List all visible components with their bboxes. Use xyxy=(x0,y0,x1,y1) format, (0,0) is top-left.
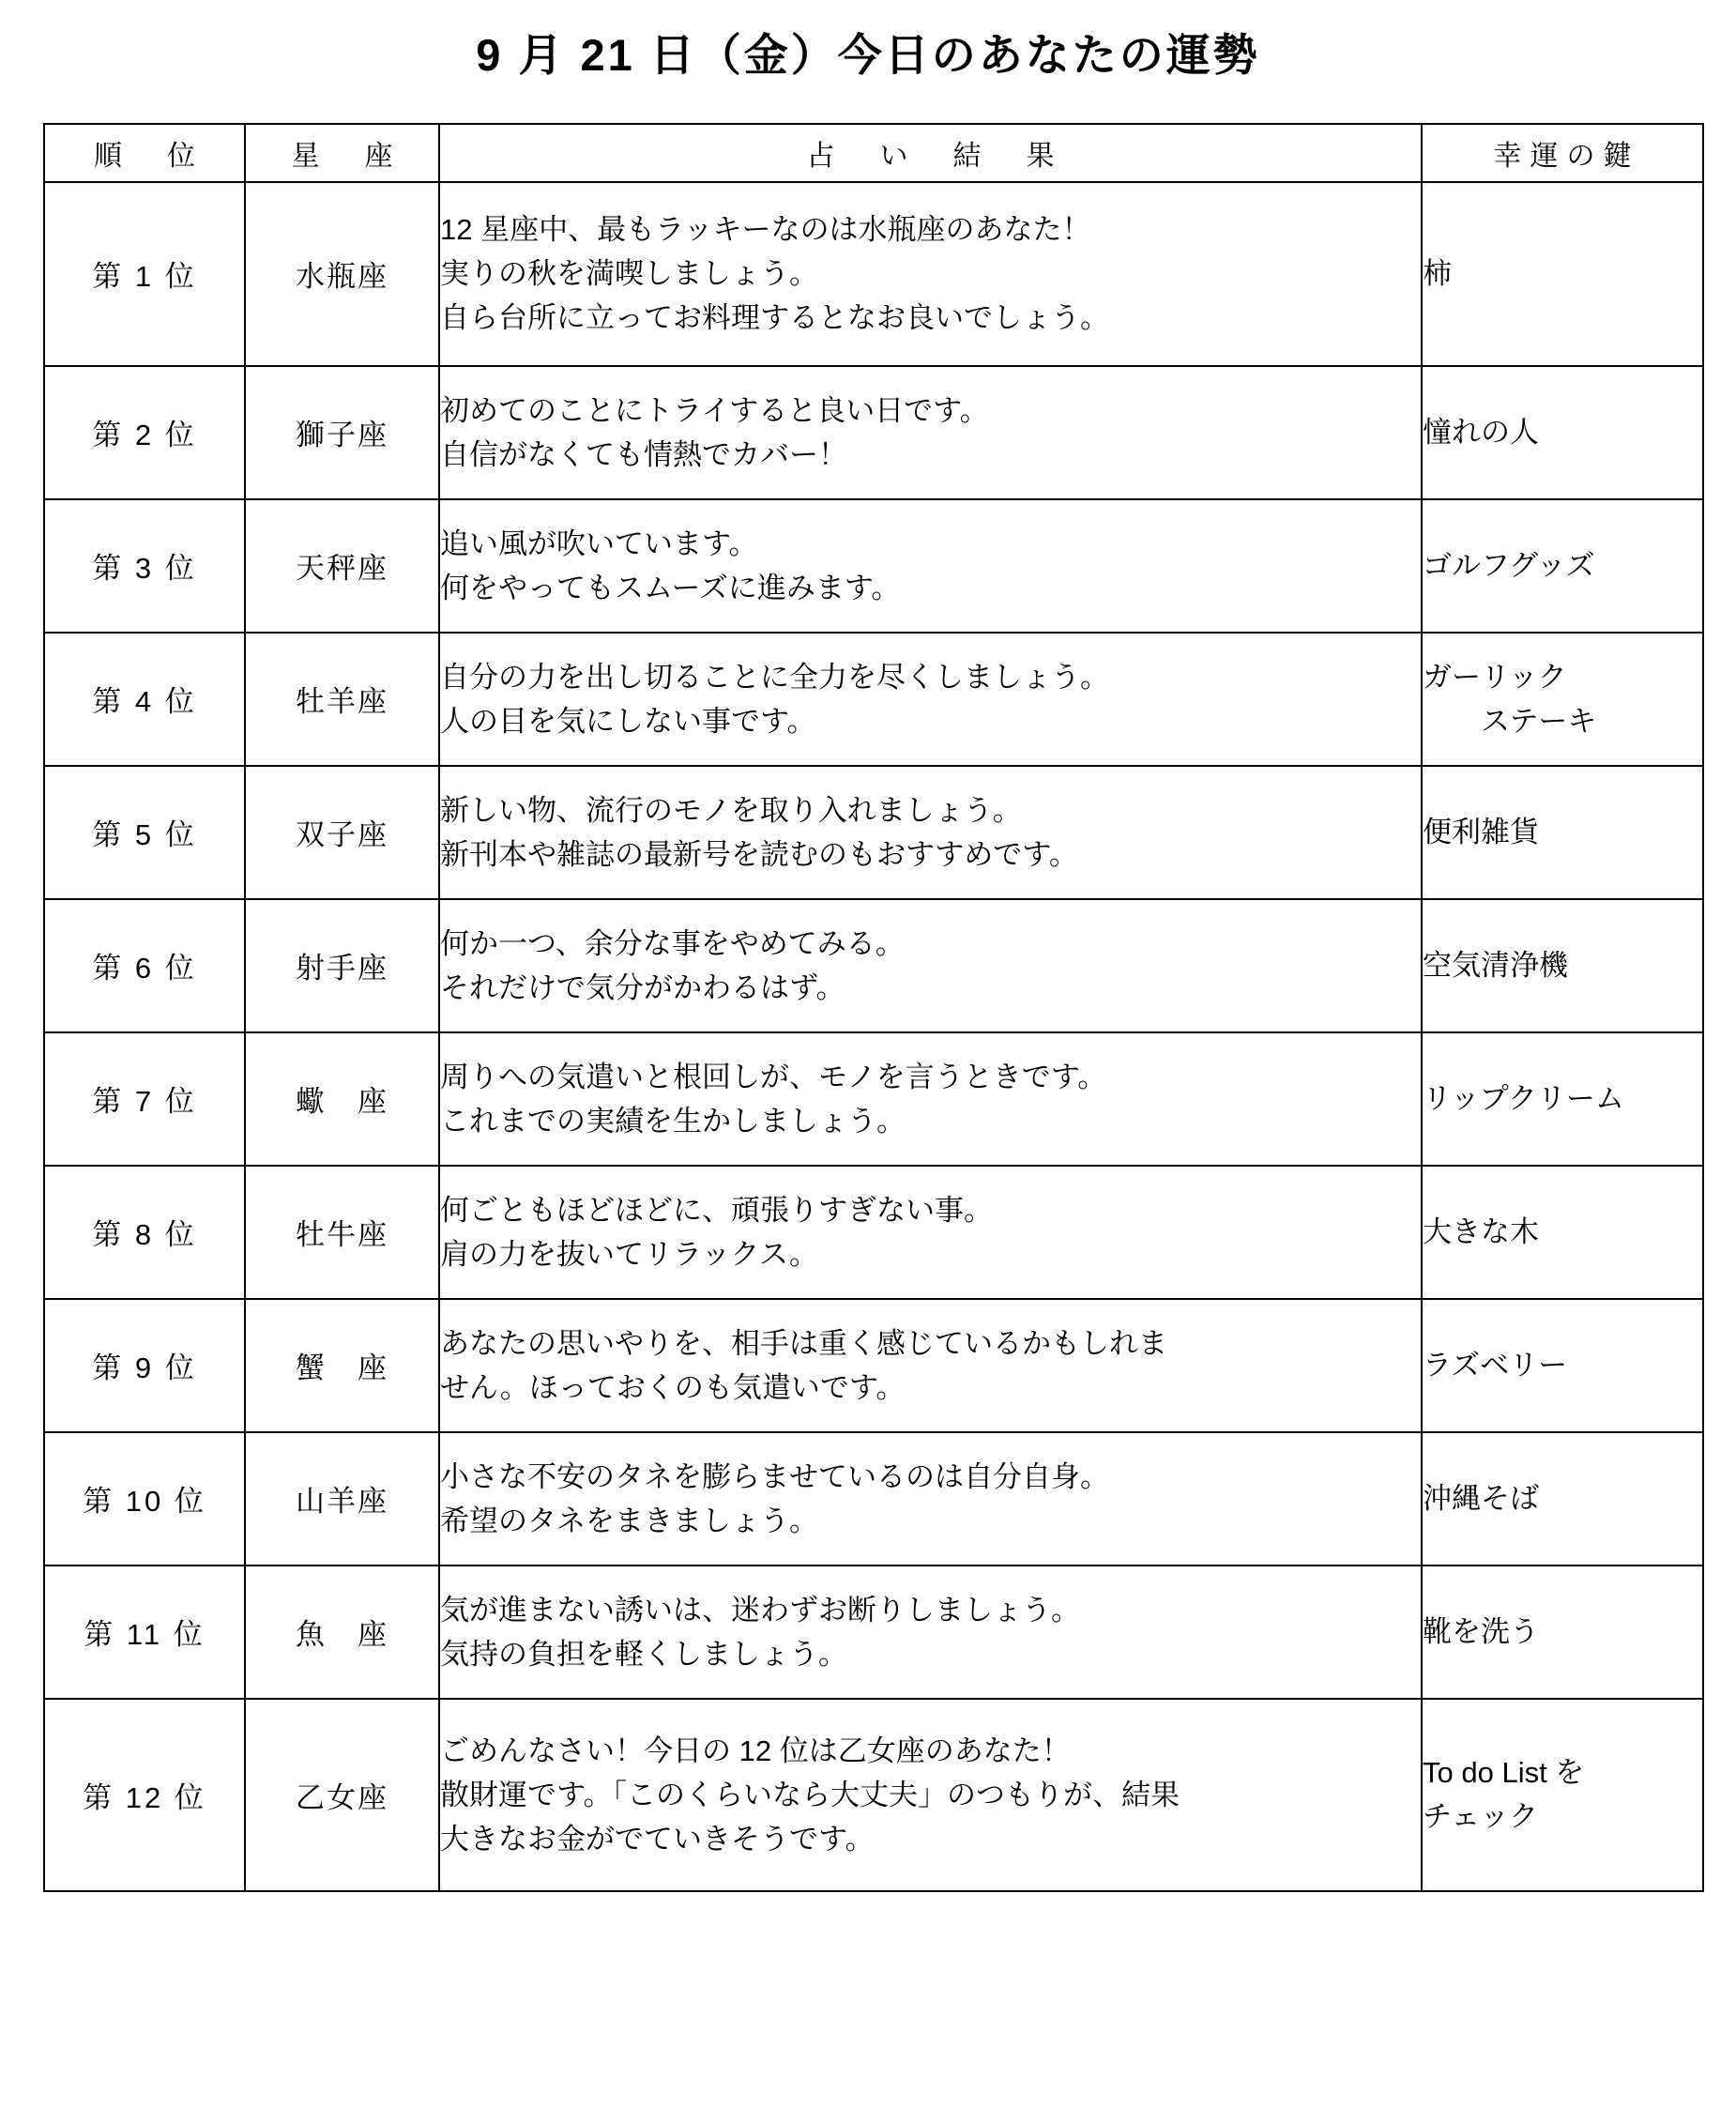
cell-lucky-key: ガーリック ステーキ xyxy=(1422,633,1703,766)
table-header-row xyxy=(44,124,1703,182)
table-row xyxy=(44,366,1703,499)
column-header-result-label: 占 い 結 果 xyxy=(806,140,1063,172)
cell-lucky-key: 便利雑貨 xyxy=(1422,766,1703,899)
cell-result: 何ごともほどほどに、頑張りすぎない事。 肩の力を抜いてリラックス。 xyxy=(439,1166,1422,1299)
cell-sign: 水瓶座 xyxy=(245,182,439,366)
cell-result: 追い風が吹いています。 何をやってもスムーズに進みます。 xyxy=(439,499,1422,633)
cell-lucky-key: 柿 xyxy=(1422,182,1703,366)
cell-sign: 獅子座 xyxy=(245,366,439,499)
cell-lucky-key: ゴルフグッズ xyxy=(1422,499,1703,633)
table-row xyxy=(44,1032,1703,1166)
cell-result: ごめんなさい！今日の 12 位は乙女座のあなた！ 散財運です。「このくらいなら大丈夫」のつもりが、結果 大きなお金がでていきそうです。 xyxy=(439,1699,1422,1891)
column-header-result xyxy=(439,124,1422,182)
table-row xyxy=(44,633,1703,766)
cell-result: 自分の力を出し切ることに全力を尽くしましょう。 人の目を気にしない事です。 xyxy=(439,633,1422,766)
cell-result: 初めてのことにトライすると良い日です。 自信がなくても情熱でカバー！ xyxy=(439,366,1422,499)
cell-lucky-key: ラズベリー xyxy=(1422,1299,1703,1432)
page-title: 9 月 21 日（金）今日のあなたの運勢 xyxy=(476,30,1260,80)
cell-lucky-key: To do List を チェック xyxy=(1422,1699,1703,1891)
cell-result: あなたの思いやりを、相手は重く感じているかもしれま せん。ほっておくのも気遣いです。 xyxy=(439,1299,1422,1432)
cell-sign: 魚 座 xyxy=(245,1566,439,1699)
cell-result: 何か一つ、余分な事をやめてみる。 それだけで気分がかわるはず。 xyxy=(439,899,1422,1032)
cell-rank: 第 5 位 xyxy=(44,766,245,899)
column-header-sign xyxy=(245,124,439,182)
cell-result: 新しい物、流行のモノを取り入れましょう。 新刊本や雑誌の最新号を読むのもおすすめです。 xyxy=(439,766,1422,899)
cell-lucky-key: 靴を洗う xyxy=(1422,1566,1703,1699)
table-row xyxy=(44,766,1703,899)
column-header-rank xyxy=(44,124,245,182)
table-row xyxy=(44,1566,1703,1699)
cell-sign: 牡羊座 xyxy=(245,633,439,766)
table-row xyxy=(44,899,1703,1032)
table-row xyxy=(44,499,1703,633)
cell-rank: 第 6 位 xyxy=(44,899,245,1032)
cell-rank: 第 1 位 xyxy=(44,182,245,366)
cell-sign: 双子座 xyxy=(245,766,439,899)
column-header-key-label: 幸運の鍵 xyxy=(1493,140,1640,172)
cell-rank: 第 8 位 xyxy=(44,1166,245,1299)
cell-sign: 蠍 座 xyxy=(245,1032,439,1166)
fortune-table xyxy=(43,123,1704,1892)
cell-rank: 第 7 位 xyxy=(44,1032,245,1166)
table-row xyxy=(44,1299,1703,1432)
column-header-sign-label: 星 座 xyxy=(291,140,402,172)
cell-sign: 天秤座 xyxy=(245,499,439,633)
cell-rank: 第 3 位 xyxy=(44,499,245,633)
cell-rank: 第 12 位 xyxy=(44,1699,245,1891)
cell-result: 周りへの気遣いと根回しが、モノを言うときです。 これまでの実績を生かしましょう。 xyxy=(439,1032,1422,1166)
cell-lucky-key: 沖縄そば xyxy=(1422,1432,1703,1566)
table-body xyxy=(44,182,1703,1891)
cell-rank: 第 2 位 xyxy=(44,366,245,499)
cell-lucky-key: 大きな木 xyxy=(1422,1166,1703,1299)
cell-result: 気が進まない誘いは、迷わずお断りしましょう。 気持の負担を軽くしましょう。 xyxy=(439,1566,1422,1699)
table-row xyxy=(44,1166,1703,1299)
cell-rank: 第 11 位 xyxy=(44,1566,245,1699)
table-row xyxy=(44,182,1703,366)
cell-lucky-key: 空気清浄機 xyxy=(1422,899,1703,1032)
cell-sign: 山羊座 xyxy=(245,1432,439,1566)
cell-sign: 牡牛座 xyxy=(245,1166,439,1299)
cell-sign: 射手座 xyxy=(245,899,439,1032)
cell-result: 12 星座中、最もラッキーなのは水瓶座のあなた！ 実りの秋を満喫しましょう。 自ら台所に立ってお料理するとなお良いでしょう。 xyxy=(439,182,1422,366)
cell-sign: 乙女座 xyxy=(245,1699,439,1891)
cell-rank: 第 9 位 xyxy=(44,1299,245,1432)
table-header xyxy=(44,124,1703,182)
cell-rank: 第 4 位 xyxy=(44,633,245,766)
table-row xyxy=(44,1699,1703,1891)
column-header-key xyxy=(1422,124,1703,182)
cell-lucky-key: 憧れの人 xyxy=(1422,366,1703,499)
table-row xyxy=(44,1432,1703,1566)
cell-lucky-key: リップクリーム xyxy=(1422,1032,1703,1166)
cell-sign: 蟹 座 xyxy=(245,1299,439,1432)
cell-result: 小さな不安のタネを膨らませているのは自分自身。 希望のタネをまきましょう。 xyxy=(439,1432,1422,1566)
cell-rank: 第 10 位 xyxy=(44,1432,245,1566)
column-header-rank-label: 順 位 xyxy=(94,140,204,172)
